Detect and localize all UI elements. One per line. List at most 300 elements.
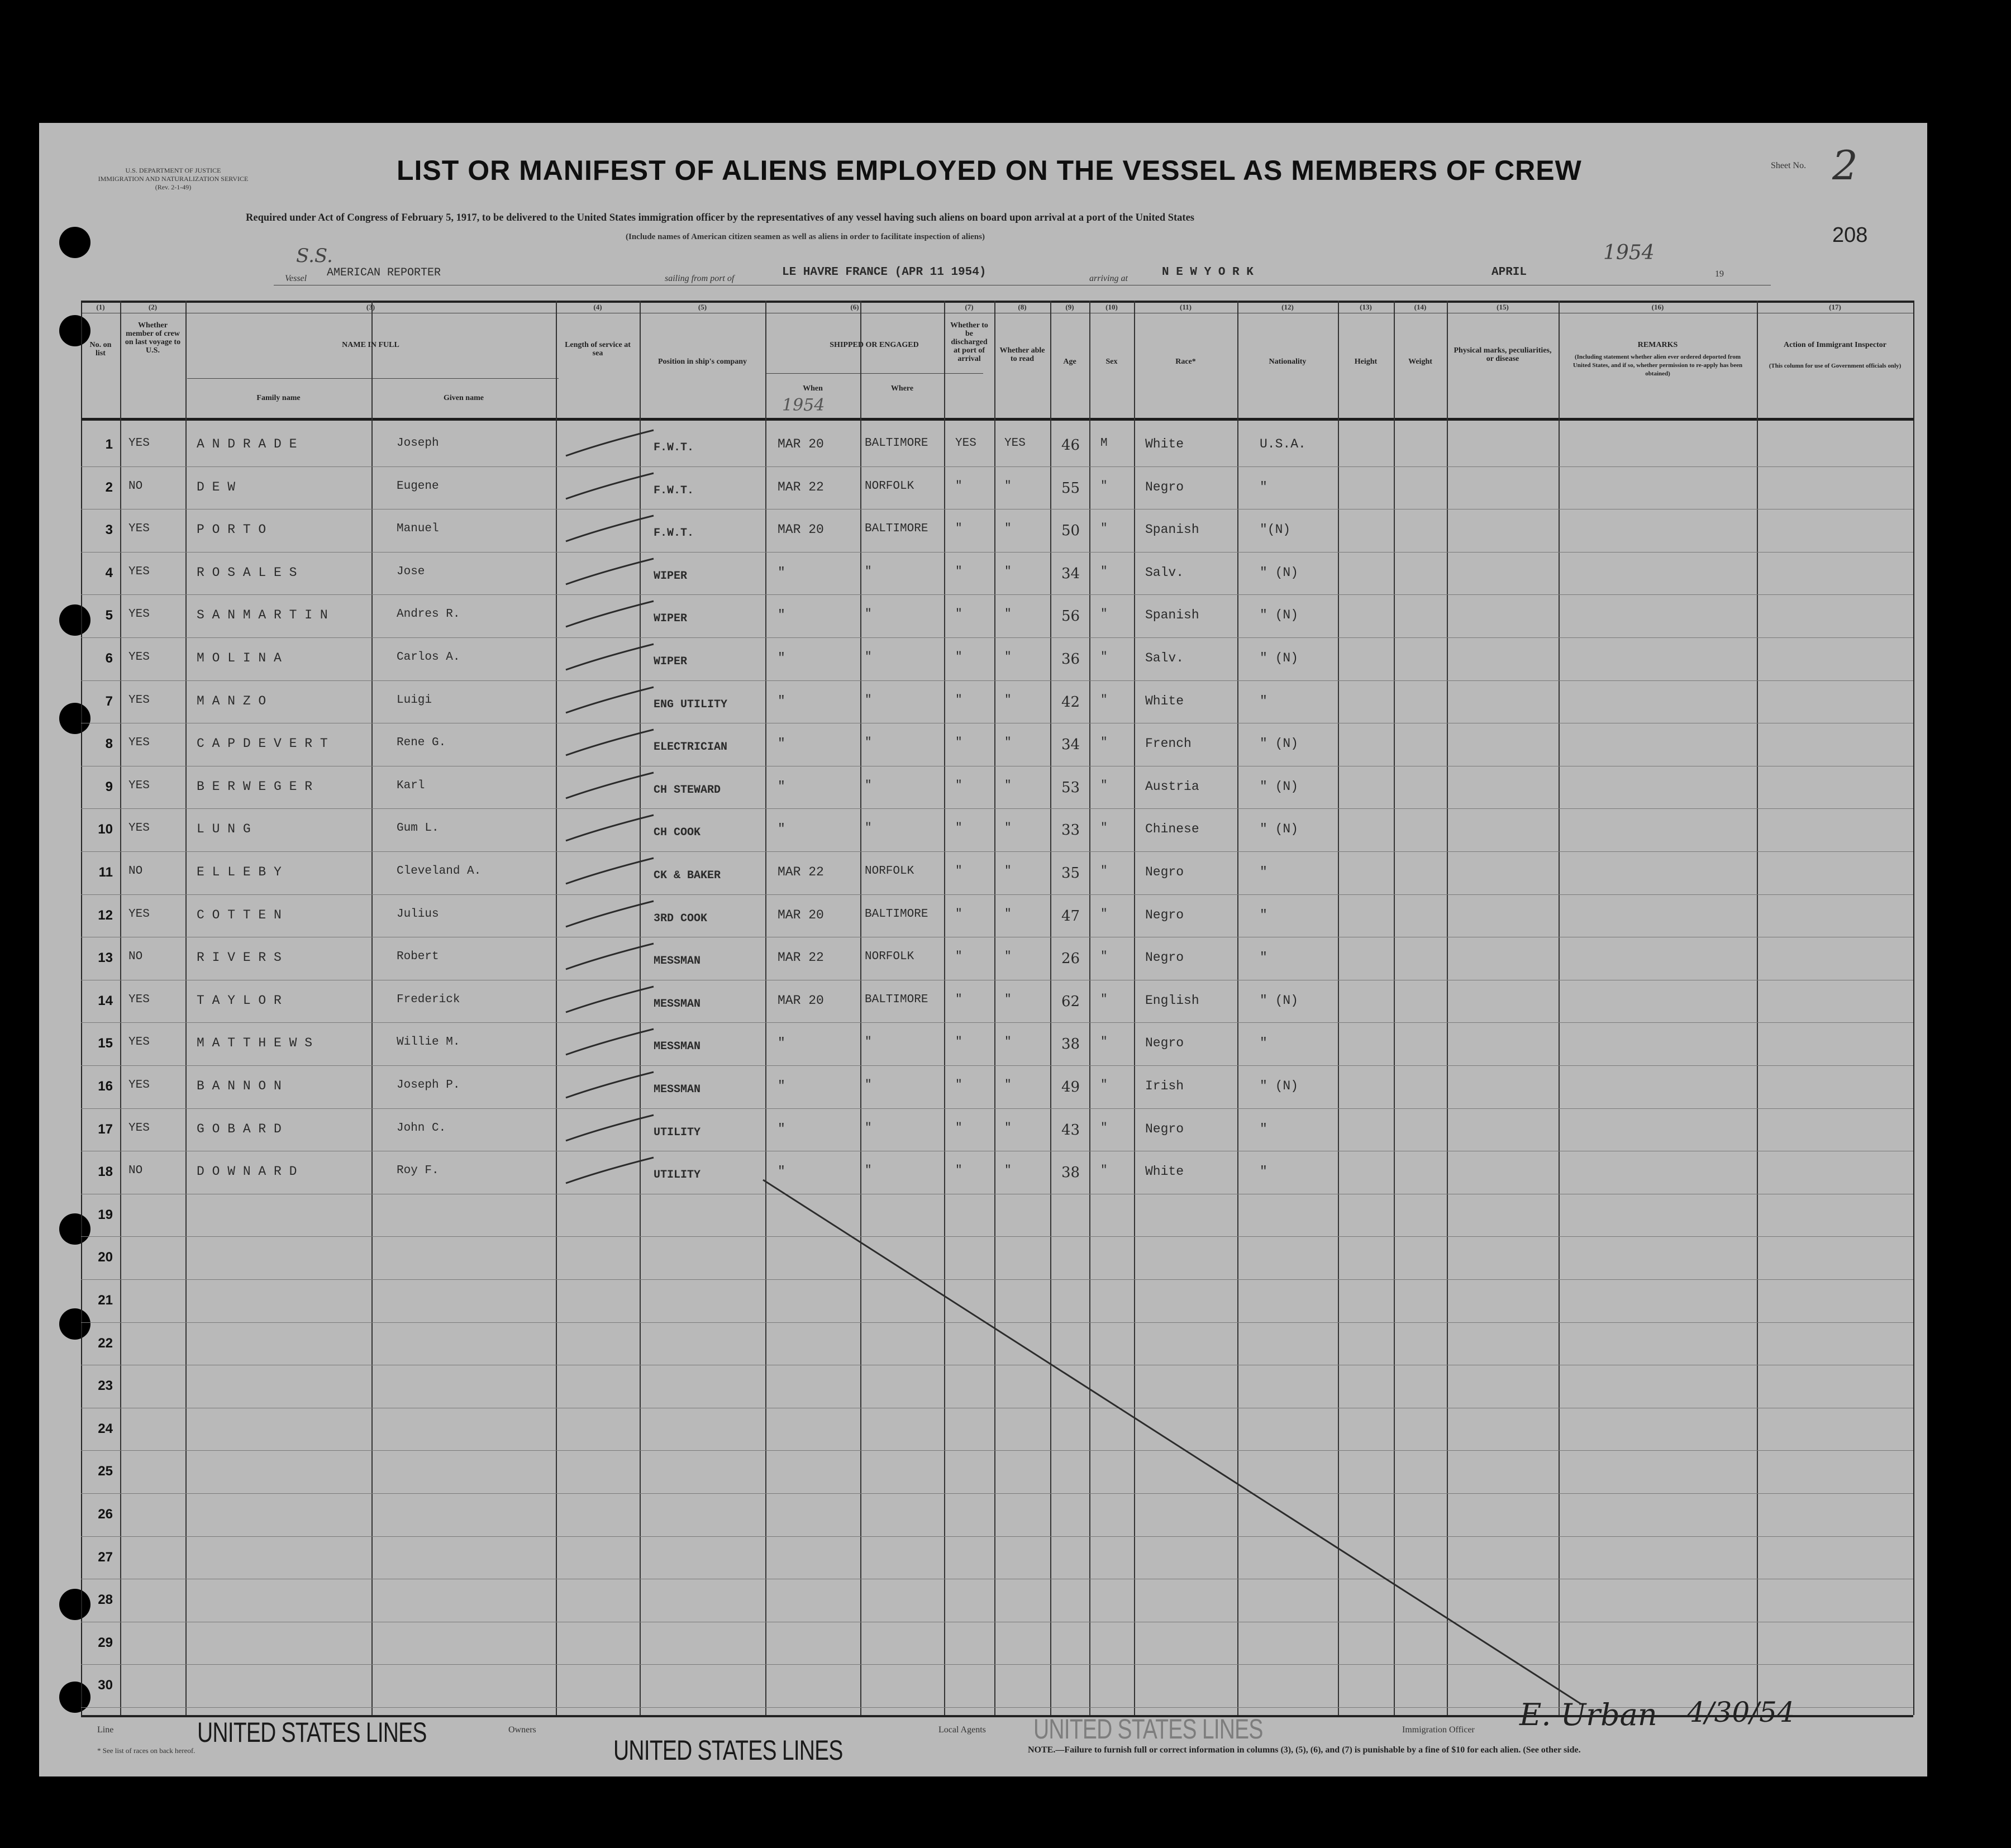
prev-voyage: NO [128,865,143,878]
race: English [1145,993,1199,1008]
column-number: (6) [850,303,859,311]
prev-voyage: YES [128,822,150,835]
column-header-position: Position in ship's company [657,358,747,366]
position: MESSMAN [654,955,701,968]
prev-voyage: YES [128,779,150,792]
shipped-where: BALTIMORE [865,907,928,921]
able-to-read: " [1004,736,1012,750]
shipped-when: MAR 20 [778,522,824,537]
column-number: (16) [1651,303,1664,311]
given-name: Roy F. [397,1164,439,1178]
officer-label: Immigration Officer [1402,1725,1475,1735]
sex: " [1100,907,1108,921]
nationality: " [1260,1036,1267,1051]
nationality: " (N) [1260,1079,1299,1093]
prev-voyage: YES [128,651,150,664]
nationality: " [1260,907,1267,922]
shipped-when: " [778,822,785,837]
able-to-read: " [1004,1079,1012,1092]
family-name: B E R W E G E R [197,779,313,794]
column-number: (2) [148,303,158,311]
column-header-length-service: Length of service at sea [565,341,631,358]
shipped-when: " [778,651,785,665]
line-number: 11 [98,865,113,880]
column-header-able-read: Whether able to read [999,346,1045,363]
given-name: Joseph [397,437,439,450]
line-number: 5 [105,608,113,623]
officer-date: 4/30/54 [1687,1696,1795,1728]
position: ENG UTILITY [654,698,728,711]
given-name: Karl [397,779,425,792]
nationality: " (N) [1260,779,1299,794]
age: 34 [1061,736,1080,754]
line-number: 9 [105,779,113,794]
prev-voyage: YES [128,522,150,536]
shipped-when: " [778,608,785,623]
age: 43 [1061,1121,1080,1139]
family-name: D E W [197,479,236,494]
shipped-when: " [778,779,785,794]
line-number: 25 [98,1464,113,1479]
line-number: 12 [98,907,113,923]
column-number: (4) [593,303,602,311]
prev-voyage: NO [128,950,143,964]
sailing-port: LE HAVRE FRANCE (APR 11 1954) [782,266,987,279]
nationality: " (N) [1260,608,1299,623]
position: MESSMAN [654,997,701,1011]
age: 33 [1061,822,1080,839]
vessel-name: AMERICAN REPORTER [327,266,441,279]
column-header-no-on-list: No. on list [89,341,112,358]
family-name: R O S A L E S [197,565,297,580]
shipped-where: " [865,1121,872,1135]
age: 62 [1061,993,1080,1010]
discharged: " [955,651,962,664]
shipped-where: BALTIMORE [865,993,928,1006]
given-name: Joseph P. [397,1079,460,1092]
line-number: 13 [98,950,113,966]
race: Austria [1145,779,1199,794]
shipped-when: " [778,693,785,708]
line-number: 26 [98,1507,113,1522]
able-to-read: " [1004,1121,1012,1135]
sex: " [1100,1121,1108,1135]
discharged: " [955,865,962,878]
column-header-remarks: REMARKS [1637,341,1678,349]
column-number: (12) [1281,303,1294,311]
family-name: D O W N A R D [197,1164,297,1179]
given-name: Jose [397,565,425,578]
position: MESSMAN [654,1040,701,1054]
owners-label: Owners [508,1725,536,1735]
family-name: R I V E R S [197,950,282,965]
shipped-when: " [778,565,785,580]
race: Chinese [1145,822,1199,837]
able-to-read: " [1004,479,1012,493]
nationality: " [1260,479,1267,494]
line-number: 30 [98,1678,113,1693]
prev-voyage: YES [128,565,150,578]
able-to-read: " [1004,1036,1012,1049]
shipped-when: MAR 20 [778,993,824,1008]
line-number: 8 [105,736,113,752]
line-number: 22 [98,1335,113,1351]
shipped-when: MAR 20 [778,437,824,451]
race: French [1145,736,1192,751]
able-to-read: " [1004,865,1012,878]
race: Negro [1145,479,1184,494]
arriving-port: N E W Y O R K [1162,266,1254,279]
family-name: M A T T H E W S [197,1036,313,1051]
column-header-height: Height [1354,358,1378,366]
line-number: 15 [98,1036,113,1051]
family-name: C A P D E V E R T [197,736,328,751]
given-name: Carlos A. [397,651,460,664]
family-name: T A Y L O R [197,993,282,1008]
when-year-handwritten: 1954 [782,396,825,415]
column-number: (13) [1360,303,1372,311]
column-header-remarks-note: (Including statement whether alien ever ordered deported from United States, and if so, whether permission to re-apply has been obtained) [1572,354,1743,377]
column-number: (14) [1414,303,1427,311]
column-number: (8) [1018,303,1027,311]
agents-label: Local Agents [938,1725,986,1735]
able-to-read: YES [1004,437,1026,450]
nationality: " (N) [1260,565,1299,580]
able-to-read: " [1004,1164,1012,1178]
given-name: Frederick [397,993,460,1006]
column-header-physical: Physical marks, peculiarities, or disease [1454,346,1552,363]
age: 53 [1061,779,1080,796]
prev-voyage: YES [128,1121,150,1135]
page-number: 208 [1832,223,1868,247]
shipped-where: " [865,736,872,750]
line-number: 7 [105,693,113,709]
column-number: (5) [698,303,707,311]
family-name: M A N Z O [197,693,266,708]
form-subtitle-note: (Include names of American citizen seamen as well as aliens in order to facilitate inspection of aliens) [626,232,985,241]
discharged: " [955,693,962,707]
line-number: 28 [98,1592,113,1608]
race-note: * See list of races on back hereof. [97,1746,196,1755]
discharged: " [955,822,962,835]
line-label: Line [97,1725,114,1735]
nationality: " (N) [1260,651,1299,665]
line-number: 27 [98,1549,113,1565]
sex: " [1100,608,1108,621]
column-header-where: Where [890,384,914,393]
sex: " [1100,736,1108,750]
age: 49 [1061,1079,1080,1096]
nationality: " [1260,865,1267,879]
given-name: Robert [397,950,439,964]
nationality: " [1260,693,1267,708]
position: WIPER [654,612,688,626]
prev-voyage: YES [128,1079,150,1092]
column-number: (15) [1497,303,1509,311]
race: White [1145,437,1184,451]
age: 50 [1061,522,1080,540]
line-number: 19 [98,1207,113,1222]
manifest-sheet [39,123,1927,1776]
shipped-where: " [865,565,872,578]
family-name: S A N M A R T I N [197,608,328,623]
prev-voyage: YES [128,993,150,1006]
race: Negro [1145,865,1184,879]
column-header-when: When [803,384,823,393]
shipped-where: " [865,1079,872,1092]
position: CK & BAKER [654,869,721,882]
column-number: (7) [965,303,974,311]
family-name: E L L E B Y [197,865,282,879]
nationality: " [1260,1121,1267,1136]
position: CH STEWARD [654,783,721,797]
able-to-read: " [1004,950,1012,964]
race: White [1145,1164,1184,1179]
race: Spanish [1145,522,1199,537]
race: Salv. [1145,651,1184,665]
sex: " [1100,993,1108,1006]
line-number: 10 [98,822,113,837]
family-name: L U N G [197,822,251,837]
sex: " [1100,779,1108,792]
sex: M [1100,437,1108,450]
shipped-where: NORFOLK [865,865,914,878]
column-header-family-name: Family name [256,394,301,402]
arriving-label: arriving at [1089,274,1128,283]
able-to-read: " [1004,822,1012,835]
shipped-where: " [865,779,872,792]
column-header-discharged: Whether to be discharged at port of arrival [950,321,988,363]
column-header-weight: Weight [1408,358,1432,366]
sex: " [1100,1079,1108,1092]
discharged: " [955,565,962,578]
given-name: Manuel [397,522,439,536]
prev-voyage: YES [128,437,150,450]
age: 56 [1061,608,1080,625]
shipped-where: " [865,608,872,621]
column-header-race: Race* [1175,358,1196,366]
position: ELECTRICIAN [654,741,728,754]
shipped-where: NORFOLK [865,950,914,964]
column-number: (9) [1065,303,1074,311]
age: 36 [1061,651,1080,668]
department-line: (Rev. 2-1-49) [155,183,192,191]
sex: " [1100,651,1108,664]
position: UTILITY [654,1126,701,1139]
sex: " [1100,822,1108,835]
arrival-month: APRIL [1491,266,1527,279]
line-number: 29 [98,1635,113,1650]
sex: " [1100,565,1108,578]
cancellation-line [39,123,1927,1776]
position: 3RD COOK [654,912,708,925]
vessel-label: Vessel [285,274,307,283]
age: 42 [1061,693,1080,711]
position: F.W.T. [654,527,694,540]
sex: " [1100,479,1108,493]
officer-signature: E. Urban [1519,1697,1657,1732]
race: Negro [1145,950,1184,965]
line-number: 14 [98,993,113,1008]
position: MESSMAN [654,1083,701,1096]
line-number: 16 [98,1079,113,1094]
shipped-when: MAR 22 [778,865,824,879]
shipped-where: BALTIMORE [865,437,928,450]
department-line: U.S. DEPARTMENT OF JUSTICE [125,166,221,174]
family-name: C O T T E N [197,907,282,922]
line-number: 2 [105,479,113,495]
family-name: P O R T O [197,522,266,537]
nationality: " (N) [1260,993,1299,1008]
able-to-read: " [1004,608,1012,621]
sex: " [1100,693,1108,707]
sex: " [1100,950,1108,964]
shipped-where: " [865,651,872,664]
sailing-label: sailing from port of [665,274,735,283]
form-title: LIST OR MANIFEST OF ALIENS EMPLOYED ON THE VESSEL AS MEMBERS OF CREW [397,155,1582,186]
nationality: " (N) [1260,736,1299,751]
shipped-when: MAR 20 [778,907,824,922]
age: 38 [1061,1164,1080,1182]
column-header-nationality: Nationality [1269,358,1307,366]
form-subtitle: Required under Act of Congress of February 5, 1917, to be delivered to the United States immigration officer by the representatives of any vessel having such aliens on board upon arrival at a port of the United States [246,212,1194,223]
age: 34 [1061,565,1080,582]
able-to-read: " [1004,522,1012,536]
given-name: Gum L. [397,822,439,835]
column-number: (17) [1829,303,1841,311]
shipped-when: " [778,736,785,751]
line-number: 21 [98,1293,113,1308]
shipped-when: " [778,1036,785,1051]
able-to-read: " [1004,651,1012,664]
discharged: " [955,907,962,921]
nationality: U.S.A. [1260,437,1306,451]
age: 55 [1061,479,1080,497]
column-header-sex: Sex [1105,358,1118,366]
age: 47 [1061,907,1080,925]
column-number: (11) [1180,303,1192,311]
shipped-where: " [865,1164,872,1178]
position: F.W.T. [654,441,694,454]
shipped-where: BALTIMORE [865,522,928,536]
column-number: (1) [96,303,105,311]
sex: " [1100,1036,1108,1049]
sheet-number: 2 [1832,142,1858,189]
discharged: " [955,608,962,621]
prev-voyage: NO [128,1164,143,1178]
vessel-prefix: S.S. [296,245,333,267]
discharged: YES [955,437,976,450]
column-header-whether-member: Whether member of crew on last voyage to U.S. [125,321,181,355]
position: UTILITY [654,1169,701,1182]
able-to-read: " [1004,993,1012,1006]
shipped-where: " [865,693,872,707]
age: 35 [1061,865,1080,882]
discharged: " [955,479,962,493]
year-suffix: 19 [1715,269,1724,279]
race: Salv. [1145,565,1184,580]
sex: " [1100,522,1108,536]
family-name: M O L I N A [197,651,282,665]
sex: " [1100,1164,1108,1178]
owners-stamp: UNITED STATES LINES [613,1735,843,1766]
race: White [1145,693,1184,708]
column-header-action: Action of Immigrant Inspector [1784,341,1886,349]
line-number: 24 [98,1421,113,1436]
position: WIPER [654,569,688,583]
discharged: " [955,1164,962,1178]
agents-stamp: UNITED STATES LINES [1033,1713,1263,1745]
able-to-read: " [1004,693,1012,707]
age: 46 [1061,437,1080,454]
discharged: " [955,993,962,1006]
given-name: Rene G. [397,736,446,750]
arrival-year-handwritten: 1954 [1603,241,1655,264]
line-number: 23 [98,1378,113,1394]
line-number: 3 [105,522,113,538]
column-header-action-note: (This column for use of Government officials only) [1769,363,1902,369]
column-header-name-in-full: NAME IN FULL [342,341,399,349]
family-name: B A N N O N [197,1079,282,1093]
line-number: 1 [105,437,113,452]
shipped-when: " [778,1121,785,1136]
shipped-where: NORFOLK [865,479,914,493]
sheet-no-label: Sheet No. [1771,161,1807,170]
line-number: 4 [105,565,113,580]
column-number: (3) [366,303,375,311]
given-name: John C. [397,1121,446,1135]
discharged: " [955,736,962,750]
family-name: A N D R A D E [197,437,297,451]
sex: " [1100,865,1108,878]
given-name: Julius [397,907,439,921]
prev-voyage: YES [128,736,150,750]
able-to-read: " [1004,779,1012,792]
able-to-read: " [1004,907,1012,921]
position: F.W.T. [654,484,694,497]
position: CH COOK [654,826,701,840]
given-name: Willie M. [397,1036,460,1049]
position: WIPER [654,655,688,668]
column-header-age: Age [1063,358,1076,366]
fine-note: NOTE.—Failure to furnish full or correct information in columns (3), (5), (6), and (7) is punishable by a fine of $10 for each alien. (See other side. [1028,1745,1581,1755]
shipped-where: " [865,1036,872,1049]
shipped-when: MAR 22 [778,950,824,965]
given-name: Cleveland A. [397,865,482,878]
prev-voyage: YES [128,608,150,621]
shipped-when: MAR 22 [778,479,824,494]
given-name: Luigi [397,693,432,707]
shipped-where: " [865,822,872,835]
line-number: 20 [98,1250,113,1265]
discharged: " [955,1036,962,1049]
prev-voyage: YES [128,907,150,921]
shipped-when: " [778,1164,785,1179]
given-name: Eugene [397,479,439,493]
nationality: "(N) [1260,522,1291,537]
given-name: Andres R. [397,608,460,621]
race: Negro [1145,1036,1184,1051]
prev-voyage: YES [128,693,150,707]
age: 26 [1061,950,1080,968]
column-header-shipped: SHIPPED OR ENGAGED [830,341,919,349]
nationality: " (N) [1260,822,1299,837]
nationality: " [1260,1164,1267,1179]
shipped-when: " [778,1079,785,1093]
age: 38 [1061,1036,1080,1053]
column-header-given-name: Given name [444,394,484,402]
race: Spanish [1145,608,1199,623]
